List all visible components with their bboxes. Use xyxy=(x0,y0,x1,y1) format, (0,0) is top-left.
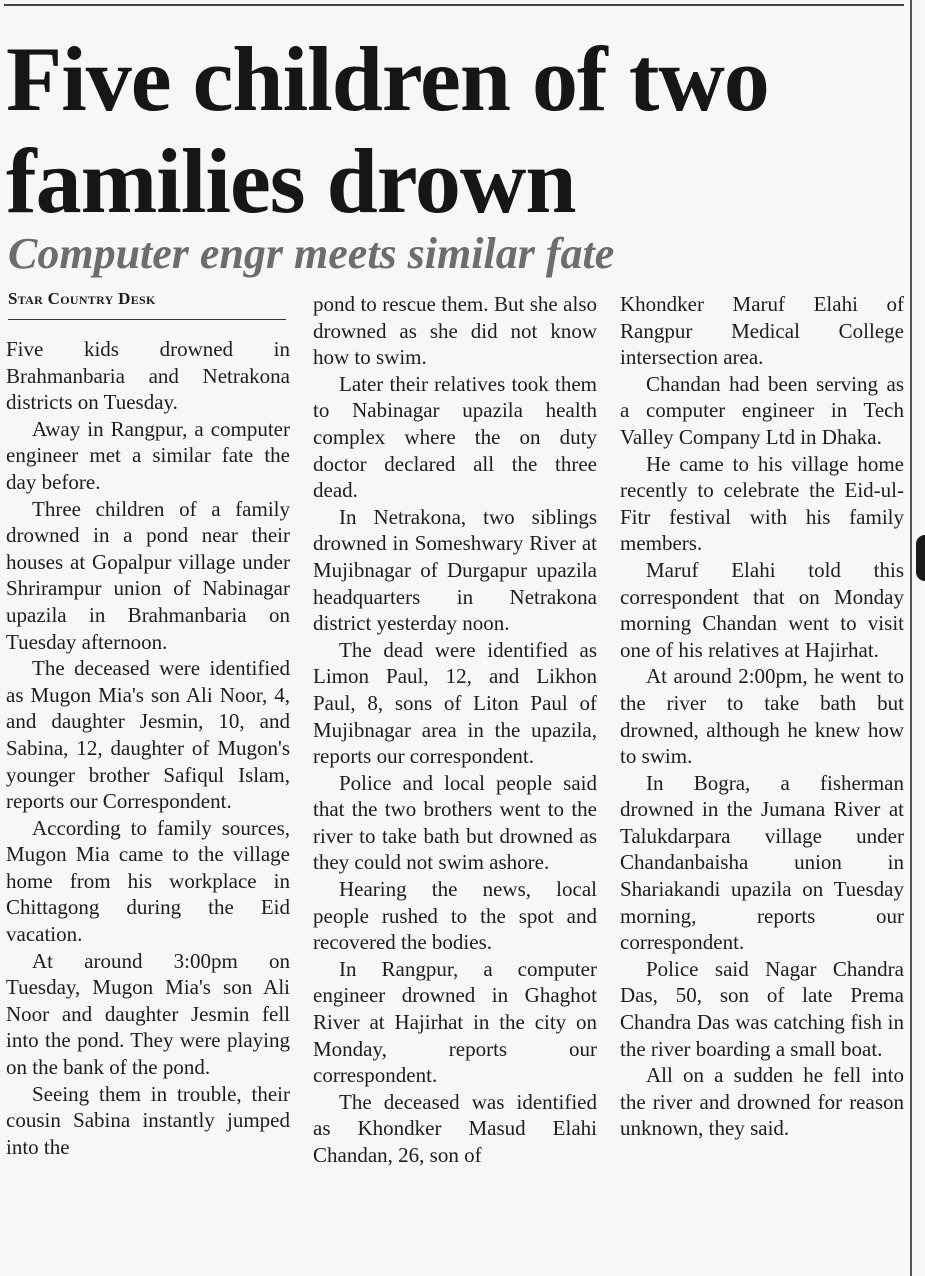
paragraph: All on a sudden he fell into the river and drowned for reason unknown, they said. xyxy=(620,1063,904,1141)
paragraph: Police and local people said that the two brothers went to the river to take bath but drowned as they could not swim ashore. xyxy=(313,770,597,875)
column-divider-rule xyxy=(910,0,912,1276)
top-rule xyxy=(4,4,904,6)
paragraph: In Netrakona, two siblings drowned in Someshwary River at Mujibnagar of Durgapur upazila headquarters in Netrakona district yesterday noon. xyxy=(313,504,597,636)
paragraph: pond to rescue them. But she also drowned as she did not know how to swim. xyxy=(313,292,597,370)
article-column-1 xyxy=(6,336,290,1160)
byline: Star Country Desk xyxy=(8,289,156,308)
paragraph: Chandan had been serving as a computer engineer in Tech Valley Company Ltd in Dhaka. xyxy=(620,371,904,449)
paragraph: The dead were identified as Limon Paul, 12, and Likhon Paul, 8, sons of Liton Paul of Mujibnagar area in the upazila, reports our correspondent. xyxy=(313,637,597,769)
subheadline: Computer engr meets similar fate xyxy=(8,229,615,278)
paragraph: In Rangpur, a computer engineer drowned in Ghaghot River at Hajirhat in the city on Monday, reports our correspondent. xyxy=(313,956,597,1088)
paragraph: Seeing them in trouble, their cousin Sabina instantly jumped into the xyxy=(6,1081,290,1159)
paragraph: At around 2:00pm, he went to the river to take bath but drowned, although he knew how to swim. xyxy=(620,664,904,769)
paragraph: At around 3:00pm on Tuesday, Mugon Mia's son Ali Noor and daughter Jesmin fell into the pond. They were playing on the bank of the pond. xyxy=(6,948,290,1080)
paragraph: According to family sources, Mugon Mia came to the village home from his workplace in Chittagong during the Eid vacation. xyxy=(6,815,290,947)
paragraph: Three children of a family drowned in a pond near their houses at Gopalpur village under Shrirampur union of Nabinagar upazila in Brahmanbaria on Tuesday afternoon. xyxy=(6,496,290,654)
paragraph: Hearing the news, local people rushed to the spot and recovered the bodies. xyxy=(313,877,597,955)
article-column-2 xyxy=(313,291,597,1169)
article-column-3 xyxy=(620,291,904,1142)
headline: Five children of two families drown xyxy=(6,28,769,232)
paragraph: Khondker Maruf Elahi of Rangpur Medical College intersection area. xyxy=(620,292,904,370)
paragraph: Away in Rangpur, a computer engineer met a similar fate the day before. xyxy=(6,416,290,494)
paragraph: He came to his village home recently to celebrate the Eid-ul-Fitr festival with his family members. xyxy=(620,451,904,556)
paragraph: In Bogra, a fisherman drowned in the Jumana River at Talukdarpara village under Chandanbaisha union in Shariakandi upazila on Tuesday morning, reports our correspondent. xyxy=(620,770,904,955)
paragraph: Police said Nagar Chandra Das, 50, son of late Prema Chandra Das was catching fish in the river boarding a small boat. xyxy=(620,956,904,1061)
byline-rule xyxy=(8,319,286,320)
paragraph: Later their relatives took them to Nabinagar upazila health complex where the on duty doctor declared all the three dead. xyxy=(313,371,597,503)
paragraph: Five kids drowned in Brahmanbaria and Netrakona districts on Tuesday. xyxy=(6,337,290,415)
paragraph: The deceased was identified as Khondker Masud Elahi Chandan, 26, son of xyxy=(313,1089,597,1167)
paragraph: The deceased were identified as Mugon Mia's son Ali Noor, 4, and daughter Jesmin, 10, and Sabina, 12, daughter of Mugon's younger brother Safiqul Islam, reports our Correspondent. xyxy=(6,656,290,814)
adjacent-article-edge xyxy=(916,535,925,581)
paragraph: Maruf Elahi told this correspondent that on Monday morning Chandan went to visit one of his relatives at Hajirhat. xyxy=(620,557,904,662)
